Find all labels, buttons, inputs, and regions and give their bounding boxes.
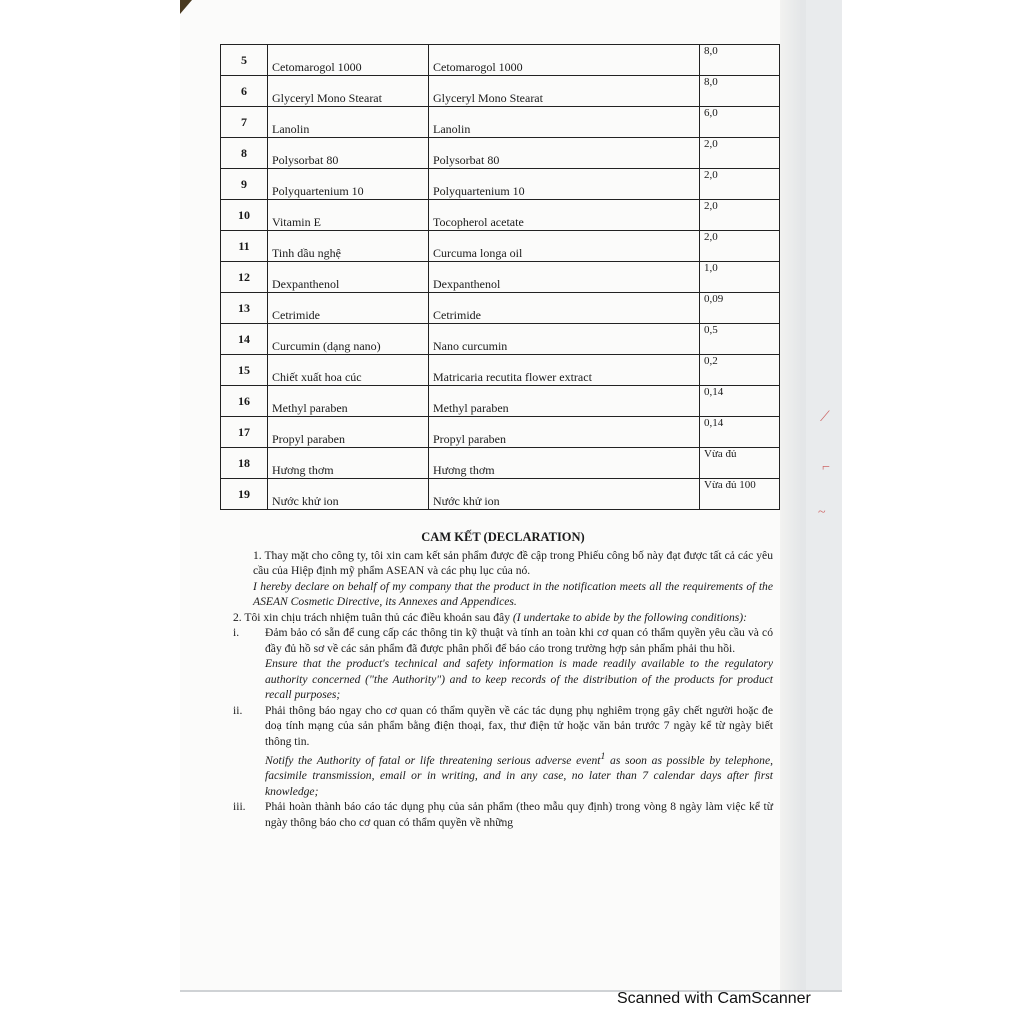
declaration-section — [233, 530, 773, 830]
declaration-p1-en: I hereby declare on behalf of my company that the product in the notification meets all the requirements of the ASEAN Cosmetic Directive, its Annexes and Appendices. — [253, 579, 773, 608]
row-number: 13 — [221, 293, 268, 324]
ingredient-name: Vitamin E — [268, 200, 429, 231]
condition-ii — [233, 703, 773, 800]
table-row — [221, 138, 780, 169]
inci-name: Polyquartenium 10 — [429, 169, 700, 200]
concentration: 8,0 — [700, 45, 780, 76]
ingredient-name: Curcumin (dạng nano) — [268, 324, 429, 355]
row-number: 11 — [221, 231, 268, 262]
declaration-p2 — [233, 610, 773, 626]
page-corner-fold — [180, 0, 192, 14]
concentration: Vừa đủ — [700, 448, 780, 479]
condition-iii-vi: Phải hoàn thành báo cáo tác dụng phụ của sản phẩm (theo mẫu quy định) trong vòng 8 ngày làm việc kể từ ngày thông báo cho cơ quan có thẩm quyền về những — [265, 800, 773, 829]
concentration: 6,0 — [700, 107, 780, 138]
row-number: 17 — [221, 417, 268, 448]
declaration-p1-vi: 1. Thay mặt cho công ty, tôi xin cam kết sản phẩm được đề cập trong Phiếu công bố này đạt được tất cả các yêu cầu của Hiệp định mỹ phẩm ASEAN và các phụ lục của nó. — [253, 548, 773, 577]
condition-i-en: Ensure that the product's technical and safety information is made readily available to the regulatory authority concerned ("the Authority") and to keep records of the distribution of the products for product recall purposes; — [265, 657, 773, 701]
ingredient-name: Cetomarogol 1000 — [268, 45, 429, 76]
table-row — [221, 169, 780, 200]
inci-name: Glyceryl Mono Stearat — [429, 76, 700, 107]
condition-i — [233, 625, 773, 703]
table-row — [221, 324, 780, 355]
ingredients-table — [220, 44, 780, 510]
row-number: 9 — [221, 169, 268, 200]
inci-name: Propyl paraben — [429, 417, 700, 448]
condition-ii-label: ii. — [233, 703, 243, 717]
condition-ii-en-b: as soon as possible by telephone, facsimile transmission, email or in writing, and in any case, no later than 7 calendar days after first knowledge; — [265, 753, 773, 798]
concentration: 0,5 — [700, 324, 780, 355]
concentration: 0,2 — [700, 355, 780, 386]
ingredient-name: Lanolin — [268, 107, 429, 138]
table-row — [221, 76, 780, 107]
concentration: 0,14 — [700, 386, 780, 417]
row-number: 18 — [221, 448, 268, 479]
ingredient-name: Dexpanthenol — [268, 262, 429, 293]
ingredient-name: Tinh dầu nghệ — [268, 231, 429, 262]
declaration-title: CAM KẾT (DECLARATION) — [421, 530, 585, 544]
concentration: 2,0 — [700, 169, 780, 200]
table-row — [221, 231, 780, 262]
condition-iii — [233, 799, 773, 830]
concentration: 0,14 — [700, 417, 780, 448]
inci-name: Lanolin — [429, 107, 700, 138]
condition-ii-vi: Phải thông báo ngay cho cơ quan có thẩm quyền về các tác dụng phụ nghiêm trọng gây chết người hoặc đe doạ tính mạng của sản phẩm bằng điện thoại, fax, thư điện tử hoặc văn bản trước 7 ngày kể từ ngày biết thông tin. — [265, 703, 773, 748]
condition-ii-en — [265, 749, 773, 799]
table-row — [221, 417, 780, 448]
inci-name: Polysorbat 80 — [429, 138, 700, 169]
concentration: 1,0 — [700, 262, 780, 293]
ingredient-name: Chiết xuất hoa cúc — [268, 355, 429, 386]
table-row — [221, 262, 780, 293]
table-row — [221, 448, 780, 479]
table-row — [221, 355, 780, 386]
declaration-p2-en: (I undertake to abide by the following conditions): — [512, 610, 747, 624]
concentration: 2,0 — [700, 200, 780, 231]
page-edge-strip — [806, 0, 842, 990]
ingredient-name: Cetrimide — [268, 293, 429, 324]
next-page-edge — [780, 0, 842, 990]
ingredient-name: Propyl paraben — [268, 417, 429, 448]
ingredient-name: Polysorbat 80 — [268, 138, 429, 169]
table-row — [221, 386, 780, 417]
red-stamp-mark: ⌐ — [822, 460, 830, 475]
row-number: 16 — [221, 386, 268, 417]
inci-name: Nano curcumin — [429, 324, 700, 355]
red-stamp-mark: ⟋ — [820, 410, 830, 425]
condition-i-label: i. — [233, 626, 240, 639]
row-number: 12 — [221, 262, 268, 293]
table-row — [221, 45, 780, 76]
row-number: 10 — [221, 200, 268, 231]
condition-ii-en-a: Notify the Authority of fatal or life threatening serious adverse event — [265, 753, 601, 767]
inci-name: Nước khử ion — [429, 479, 700, 510]
inci-name: Methyl paraben — [429, 386, 700, 417]
concentration: 0,09 — [700, 293, 780, 324]
row-number: 7 — [221, 107, 268, 138]
concentration: 2,0 — [700, 231, 780, 262]
inci-name: Curcuma longa oil — [429, 231, 700, 262]
ingredient-name: Polyquartenium 10 — [268, 169, 429, 200]
inci-name: Cetrimide — [429, 293, 700, 324]
row-number: 19 — [221, 479, 268, 510]
inci-name: Matricaria recutita flower extract — [429, 355, 700, 386]
concentration: Vừa đủ 100 — [700, 479, 780, 510]
table-row — [221, 107, 780, 138]
ingredient-name: Hương thơm — [268, 448, 429, 479]
row-number: 8 — [221, 138, 268, 169]
inci-name: Cetomarogol 1000 — [429, 45, 700, 76]
ingredient-name: Methyl paraben — [268, 386, 429, 417]
row-number: 14 — [221, 324, 268, 355]
inci-name: Hương thơm — [429, 448, 700, 479]
row-number: 5 — [221, 45, 268, 76]
table-row — [221, 479, 780, 510]
concentration: 2,0 — [700, 138, 780, 169]
inci-name: Dexpanthenol — [429, 262, 700, 293]
camscanner-watermark: Scanned with CamScanner — [617, 990, 811, 1007]
declaration-p2-vi: 2. Tôi xin chịu trách nhiệm tuân thủ các điều khoản sau đây — [233, 610, 510, 624]
table-row — [221, 200, 780, 231]
ingredient-name: Glyceryl Mono Stearat — [268, 76, 429, 107]
footnote-ref: 1 — [600, 751, 606, 762]
table-row — [221, 293, 780, 324]
condition-iii-label: iii. — [233, 800, 246, 814]
row-number: 15 — [221, 355, 268, 386]
inci-name: Tocopherol acetate — [429, 200, 700, 231]
concentration: 8,0 — [700, 76, 780, 107]
red-stamp-mark: ~ — [818, 505, 826, 520]
condition-i-vi: Đảm bảo có sẵn để cung cấp các thông tin kỹ thuật và tính an toàn khi cơ quan có thẩm quyền yêu cầu và có đầy đủ hồ sơ về các sản phẩm đã được phân phối để báo cáo trong trường hợp sản phẩm phải thu hồi. — [265, 626, 773, 655]
ingredient-name: Nước khử ion — [268, 479, 429, 510]
row-number: 6 — [221, 76, 268, 107]
